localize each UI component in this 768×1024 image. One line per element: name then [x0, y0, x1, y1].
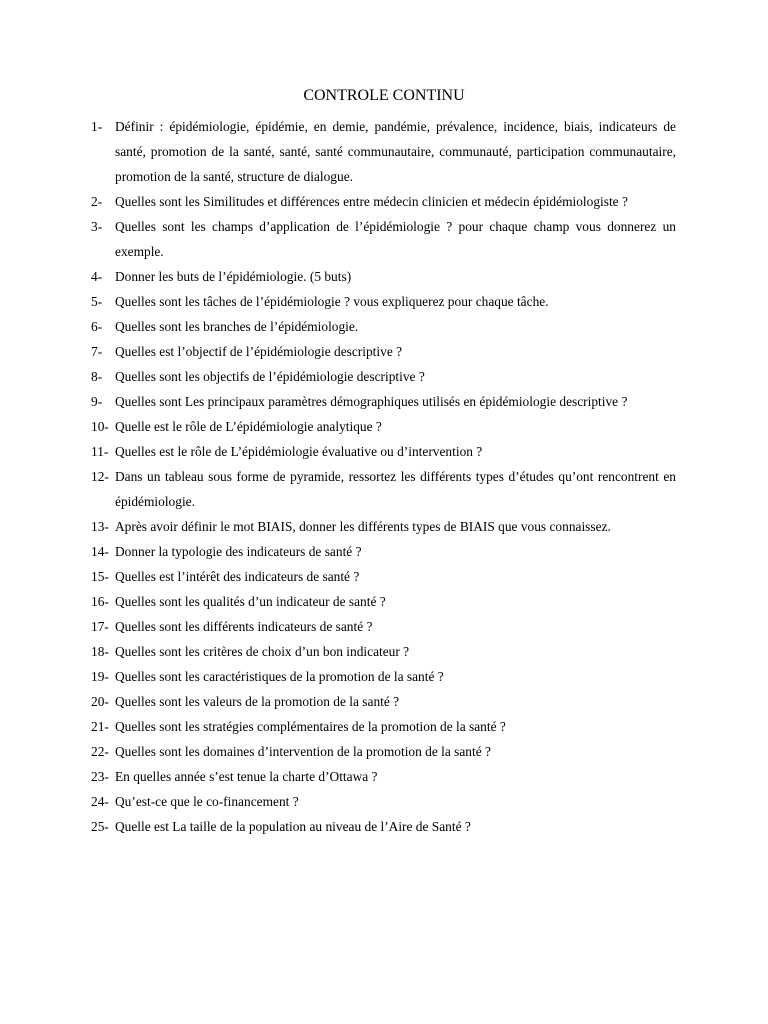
question-text: Quelle est La taille de la population au niveau de l’Aire de Santé ?	[115, 819, 471, 834]
question-number: 25-	[91, 819, 109, 834]
question-item	[91, 264, 676, 289]
question-text: Quelles est le rôle de L’épidémiologie évaluative ou d’intervention ?	[115, 444, 483, 459]
question-item	[91, 514, 676, 539]
question-text: Quelles sont les tâches de l’épidémiologie ? vous expliquerez pour chaque tâche.	[115, 294, 549, 309]
question-text: En quelles année s’est tenue la charte d’Ottawa ?	[115, 769, 378, 784]
question-text: Quelles sont les valeurs de la promotion de la santé ?	[115, 694, 400, 709]
question-text: Quelles sont les critères de choix d’un bon indicateur ?	[115, 644, 410, 659]
question-number: 12-	[91, 469, 109, 484]
question-item	[91, 364, 676, 389]
question-number: 20-	[91, 694, 109, 709]
question-item	[91, 814, 676, 839]
question-number: 13-	[91, 519, 109, 534]
question-number: 21-	[91, 719, 109, 734]
question-number: 10-	[91, 419, 109, 434]
question-item	[91, 339, 676, 364]
question-item	[91, 389, 676, 414]
question-text: Quelles sont les différents indicateurs de santé ?	[115, 619, 373, 634]
question-number: 22-	[91, 744, 109, 759]
question-item	[91, 439, 676, 464]
question-number: 23-	[91, 769, 109, 784]
question-number: 11-	[91, 444, 109, 459]
question-text: Quelles sont les caractéristiques de la promotion de la santé ?	[115, 669, 444, 684]
page-title: CONTROLE CONTINU	[303, 87, 465, 104]
question-number: 19-	[91, 669, 109, 684]
question-number: 5-	[91, 294, 103, 309]
question-text: Quelle est le rôle de L’épidémiologie analytique ?	[115, 419, 382, 434]
question-number: 16-	[91, 594, 109, 609]
question-item	[91, 314, 676, 339]
question-text: Quelles sont les stratégies complémentaires de la promotion de la santé ?	[115, 719, 506, 734]
question-text: Donner les buts de l’épidémiologie. (5 buts)	[115, 269, 352, 284]
question-item	[91, 564, 676, 589]
question-text: Dans un tableau sous forme de pyramide, ressortez les différents types d’études qu’ont rencontrent en épidémiologie.	[115, 469, 676, 509]
question-text: Quelles est l’objectif de l’épidémiologie descriptive ?	[115, 344, 403, 359]
question-item	[91, 464, 676, 514]
question-item	[91, 689, 676, 714]
question-item	[91, 739, 676, 764]
question-number: 14-	[91, 544, 109, 559]
question-item	[91, 289, 676, 314]
question-number: 17-	[91, 619, 109, 634]
question-text: Quelles sont les branches de l’épidémiologie.	[115, 319, 359, 334]
question-item	[91, 214, 676, 264]
question-list	[91, 114, 676, 839]
question-item	[91, 189, 676, 214]
question-number: 9-	[91, 394, 103, 409]
question-text: Quelles sont les domaines d’intervention de la promotion de la santé ?	[115, 744, 491, 759]
question-item	[91, 114, 676, 189]
question-item	[91, 614, 676, 639]
question-number: 15-	[91, 569, 109, 584]
question-text: Quelles sont les qualités d’un indicateur de santé ?	[115, 594, 386, 609]
question-text: Qu’est-ce que le co-financement ?	[115, 794, 299, 809]
question-text: Quelles sont les Similitudes et différences entre médecin clinicien et médecin épidémiologiste ?	[115, 194, 628, 209]
question-number: 2-	[91, 194, 103, 209]
question-item	[91, 764, 676, 789]
question-text: Donner la typologie des indicateurs de santé ?	[115, 544, 362, 559]
question-text: Définir : épidémiologie, épidémie, en demie, pandémie, prévalence, incidence, biais, indicateurs de santé, promotion de la santé, santé, santé communautaire, communauté, participation communautaire, promotion de la santé, structure de dialogue.	[115, 119, 676, 184]
question-number: 3-	[91, 219, 103, 234]
question-item	[91, 589, 676, 614]
question-item	[91, 639, 676, 664]
question-text: Quelles sont Les principaux paramètres démographiques utilisés en épidémiologie descriptive ?	[115, 394, 628, 409]
question-text: Après avoir définir le mot BIAIS, donner les différents types de BIAIS que vous connaissez.	[115, 519, 611, 534]
question-item	[91, 414, 676, 439]
question-text: Quelles sont les champs d’application de l’épidémiologie ? pour chaque champ vous donnerez un exemple.	[115, 219, 676, 259]
question-number: 7-	[91, 344, 103, 359]
question-item	[91, 789, 676, 814]
question-number: 8-	[91, 369, 103, 384]
question-item	[91, 664, 676, 689]
question-item	[91, 714, 676, 739]
question-item	[91, 539, 676, 564]
question-number: 4-	[91, 269, 103, 284]
question-number: 24-	[91, 794, 109, 809]
question-number: 6-	[91, 319, 103, 334]
question-number: 1-	[91, 119, 103, 134]
question-text: Quelles est l’intérêt des indicateurs de santé ?	[115, 569, 360, 584]
question-text: Quelles sont les objectifs de l’épidémiologie descriptive ?	[115, 369, 425, 384]
question-number: 18-	[91, 644, 109, 659]
